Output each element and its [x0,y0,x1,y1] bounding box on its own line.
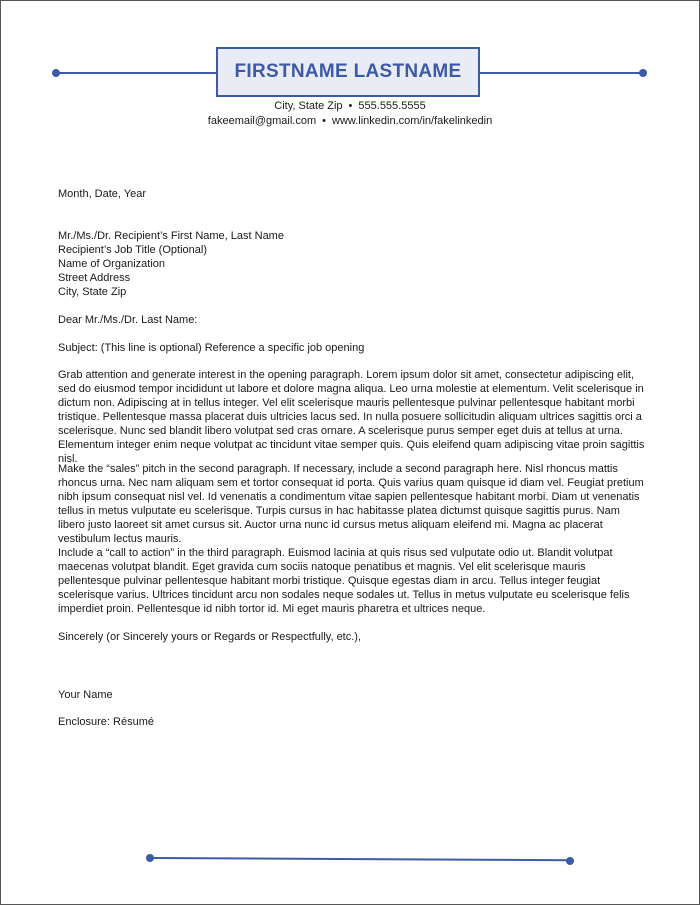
right-header-dot [639,69,647,77]
signature-block [58,688,648,702]
bullet-separator: • [322,115,327,127]
letter-date: Month, Date, Year [58,188,147,200]
recipient-street: Street Address [58,272,131,284]
name-box [216,47,480,97]
enclosure-block [58,715,648,729]
letter-date-block [58,187,648,201]
recipient-block [58,229,648,299]
bottom-right-dot [566,857,574,865]
recipient-job-title: Recipient’s Job Title (Optional) [58,244,207,256]
right-header-line [480,72,643,74]
applicant-name: FIRSTNAME LASTNAME [234,61,462,82]
paragraph-2-block [58,462,648,546]
city-state-zip: City, State Zip [274,100,343,112]
linkedin-url: www.linkedin.com/in/fakelinkedin [332,115,493,127]
closing-block [58,630,648,644]
contact-line-1 [0,100,700,112]
recipient-organization: Name of Organization [58,258,165,270]
email-address: fakeemail@gmail.com [207,115,317,127]
call-to-action-paragraph: Include a “call to action” in the third paragraph. Euismod lacinia at quis risus sed vulputate odio ut. Blandit volutpat maecenas volutpat blandit. Eget gravida cum sociis natoque penatibus et magnis. Vel elit scelerisque mauris pellentesque pulvinar pellentesque habitant morbi tristique. Quisque egestas diam in arcu. Tellus integer feugiat scelerisque varius. Ultrices tincidunt arcu non sodales neque sodales ut. Tellus in metus vulputate eu scelerisque felis imperdiet proin. Pellentesque id nibh tortor id. Mi eget mauris pharetra et ultrices neque. [58,547,630,615]
opening-paragraph: Grab attention and generate interest in the opening paragraph. Lorem ipsum dolor sit amet, consectetur adipiscing elit, sed do eiusmod tempor incididunt ut labore et dolore magna aliqua. Leo urna molestie at elementum. Velit scelerisque in dictum non. Adipiscing at in tellus integer. Vel elit scelerisque mauris pellentesque pulvinar pellentesque habitant morbi tristique. Pellentesque massa placerat duis ultricies lacus sed. In nulla posuere sollicitudin aliquam ultrices sagittis orci a scelerisque. Nunc sed blandit libero volutpat sed cras ornare. A scelerisque purus semper eget duis at tellus at urna. Elementum integer enim neque volutpat ac tincidunt vitae semper quis. Quis eleifend quam adipiscing vitae proin sagittis nisl. [58,369,645,465]
recipient-name: Mr./Ms./Dr. Recipient’s First Name, Last Name [58,230,284,242]
subject-line: Subject: (This line is optional) Reference a specific job opening [58,342,365,354]
phone-number: 555.555.5555 [358,100,426,112]
salutation: Dear Mr./Ms./Dr. Last Name: [58,314,198,326]
left-header-line [56,72,217,74]
subject-block [58,341,648,355]
signature-name: Your Name [58,689,113,701]
paragraph-1-block [58,368,648,466]
recipient-city: City, State Zip [58,286,127,298]
enclosure-line: Enclosure: Résumé [58,716,154,728]
contact-line-2 [0,115,700,127]
salutation-block [58,313,648,327]
sales-paragraph: Make the “sales” pitch in the second paragraph. If necessary, include a second paragraph here. Nisl rhoncus mattis rhoncus urna. Nec nam aliquam sem et tortor consequat id porta. Quis varius quam quisque id diam vel. Feugiat pretium nibh ipsum consequat nisl vel. Id venenatis a condimentum vitae sapien pellentesque habitant morbi. Diam ut venenatis tellus in metus vulputate eu scelerisque. Turpis cursus in hac habitasse platea dictumst quisque sagittis purus. Nam libero justo laoreet sit amet cursus sit. Auctor urna nunc id cursus metus aliquam eleifend mi. Magna ac placerat vestibulum lectus mauris. [58,463,644,545]
bullet-separator: • [348,100,353,112]
paragraph-3-block [58,546,648,616]
closing: Sincerely (or Sincerely yours or Regards or Respectfully, etc.), [58,631,362,643]
